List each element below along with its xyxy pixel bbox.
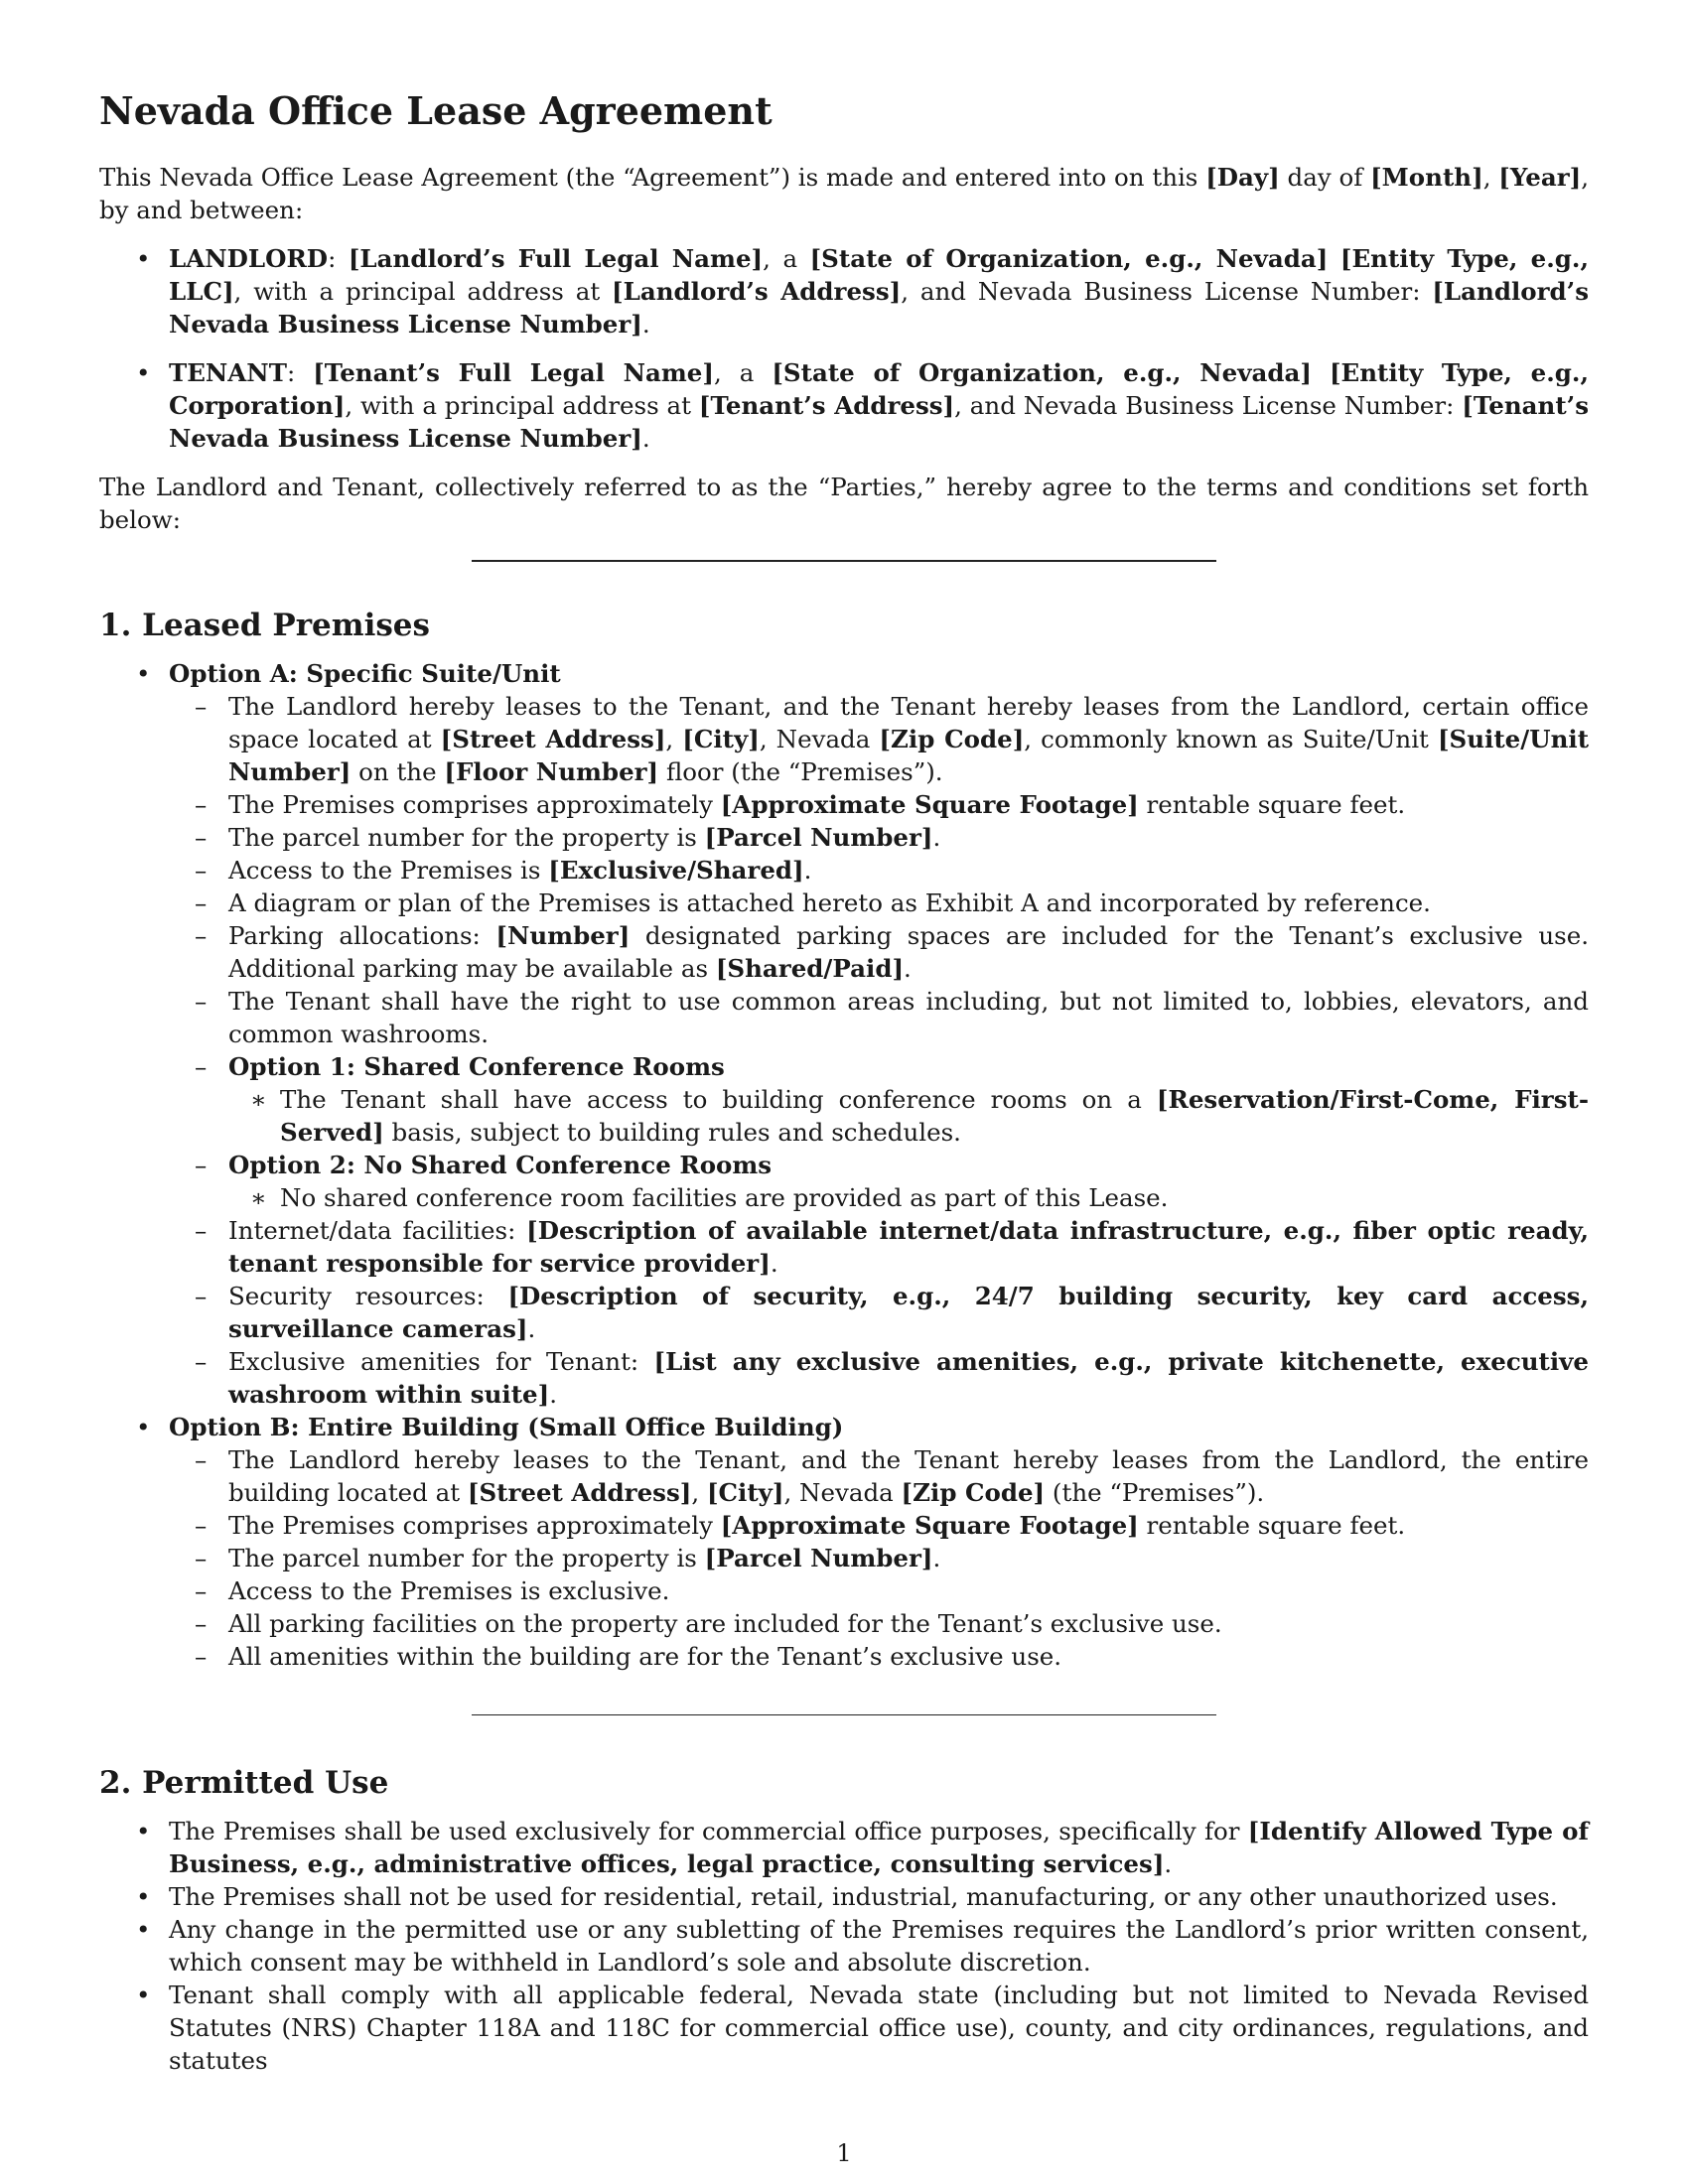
list-item: – Access to the Premises is exclusive. (169, 1574, 1589, 1607)
list-item: – A diagram or plan of the Premises is attached hereto as Exhibit A and incorporated by reference. (169, 887, 1589, 919)
option-2 (169, 1149, 1589, 1214)
list-item: ∗ No shared conference room facilities are provided as part of this Lease. (228, 1181, 1589, 1214)
option-a-items (169, 690, 1589, 1411)
list-item: – The Tenant shall have the right to use common areas including, but not limited to, lobbies, elevators, and common washrooms. (169, 985, 1589, 1050)
option-b-title: Option B: Entire Building (Small Office Building) (169, 1413, 844, 1441)
list-item: – The parcel number for the property is [Parcel Number]. (169, 1542, 1589, 1574)
option-a (99, 657, 1589, 1411)
list-item: – Internet/data facilities: [Description of available internet/data infrastructure, e.g., fiber optic ready, tenant responsible for service provider]. (169, 1214, 1589, 1280)
parties-closing: The Landlord and Tenant, collectively referred to as the “Parties,” hereby agree to the terms and conditions set forth below: (99, 473, 1589, 534)
option-b-items (169, 1443, 1589, 1673)
list-item: – Exclusive amenities for Tenant: [List any exclusive amenities, e.g., private kitchenette, executive washroom within suite]. (169, 1345, 1589, 1411)
parties-list (99, 242, 1589, 455)
section-2-list (99, 1815, 1589, 2077)
section-1-list (99, 657, 1589, 1673)
page-number: 1 (836, 2139, 852, 2167)
list-item: • The Premises shall be used exclusively for commercial office purposes, specifically for [Identify Allowed Type of Business, e.g., administrative offices, legal practice, consulting services]. (99, 1815, 1589, 1880)
list-item: – The Landlord hereby leases to the Tenant, and the Tenant hereby leases from the Landlord, certain office space located at [Street Address], [City], Nevada [Zip Code], commonly known as Suite/Unit [Suite/Unit Number] on the [Floor Number] floor (the “Premises”). (169, 690, 1589, 788)
list-item: – Access to the Premises is [Exclusive/Shared]. (169, 854, 1589, 887)
list-item: • Any change in the permitted use or any subletting of the Premises requires the Landlord’s prior written consent, which consent may be withheld in Landlord’s sole and absolute discretion. (99, 1913, 1589, 1979)
document-body (99, 87, 1589, 2077)
list-item: – Security resources: [Description of security, e.g., 24/7 building security, key card access, surveillance cameras]. (169, 1280, 1589, 1345)
section-divider (472, 1714, 1216, 1715)
list-item: – All amenities within the building are for the Tenant’s exclusive use. (169, 1640, 1589, 1673)
list-item: • Tenant shall comply with all applicable federal, Nevada state (including but not limited to Nevada Revised Statutes (NRS) Chapter 118A and 118C for commercial office use), county, and city ordinances, regulations, and statutes (99, 1979, 1589, 2077)
list-item: – Parking allocations: [Number] designated parking spaces are included for the Tenant’s exclusive use. Additional parking may be available as [Shared/Paid]. (169, 919, 1589, 985)
tenant-item: • TENANT: [Tenant’s Full Legal Name], a [State of Organization, e.g., Nevada] [Entity Type, e.g., Corporation], with a principal address at [Tenant’s Address], and Nevada Business License Number: [Tenant’s Nevada Business License Number]. (99, 356, 1589, 455)
list-item: • The Premises shall not be used for residential, retail, industrial, manufacturing, or any other unauthorized uses. (99, 1880, 1589, 1913)
option-1-title: Option 1: Shared Conference Rooms (228, 1052, 725, 1081)
section-1-heading: 1. Leased Premises (99, 608, 430, 643)
section-2-heading: 2. Permitted Use (99, 1765, 389, 1801)
option-2-items (228, 1181, 1589, 1214)
option-b (99, 1411, 1589, 1673)
intro-paragraph: This Nevada Office Lease Agreement (the “Agreement”) is made and entered into on this [Day] day of [Month], [Year], by and between: (99, 163, 1589, 224)
option-2-title: Option 2: No Shared Conference Rooms (228, 1151, 773, 1179)
section-divider (472, 560, 1216, 562)
list-item: – The Landlord hereby leases to the Tenant, and the Tenant hereby leases from the Landlord, the entire building located at [Street Address], [City], Nevada [Zip Code] (the “Premises”). (169, 1443, 1589, 1509)
option-1 (169, 1050, 1589, 1149)
list-item: – The Premises comprises approximately [Approximate Square Footage] rentable square feet. (169, 788, 1589, 821)
list-item: – The parcel number for the property is [Parcel Number]. (169, 821, 1589, 854)
list-item: – All parking facilities on the property are included for the Tenant’s exclusive use. (169, 1607, 1589, 1640)
list-item: ∗ The Tenant shall have access to building conference rooms on a [Reservation/First-Come, First-Served] basis, subject to building rules and schedules. (228, 1083, 1589, 1149)
list-item: – The Premises comprises approximately [Approximate Square Footage] rentable square feet. (169, 1509, 1589, 1542)
option-a-title: Option A: Specific Suite/Unit (169, 659, 561, 688)
document-title: Nevada Office Lease Agreement (99, 88, 773, 133)
landlord-item: • LANDLORD: [Landlord’s Full Legal Name], a [State of Organization, e.g., Nevada] [Entity Type, e.g., LLC], with a principal address at [Landlord’s Address], and Nevada Business License Number: [Landlord’s Nevada Business License Number]. (99, 242, 1589, 341)
option-1-items (228, 1083, 1589, 1149)
